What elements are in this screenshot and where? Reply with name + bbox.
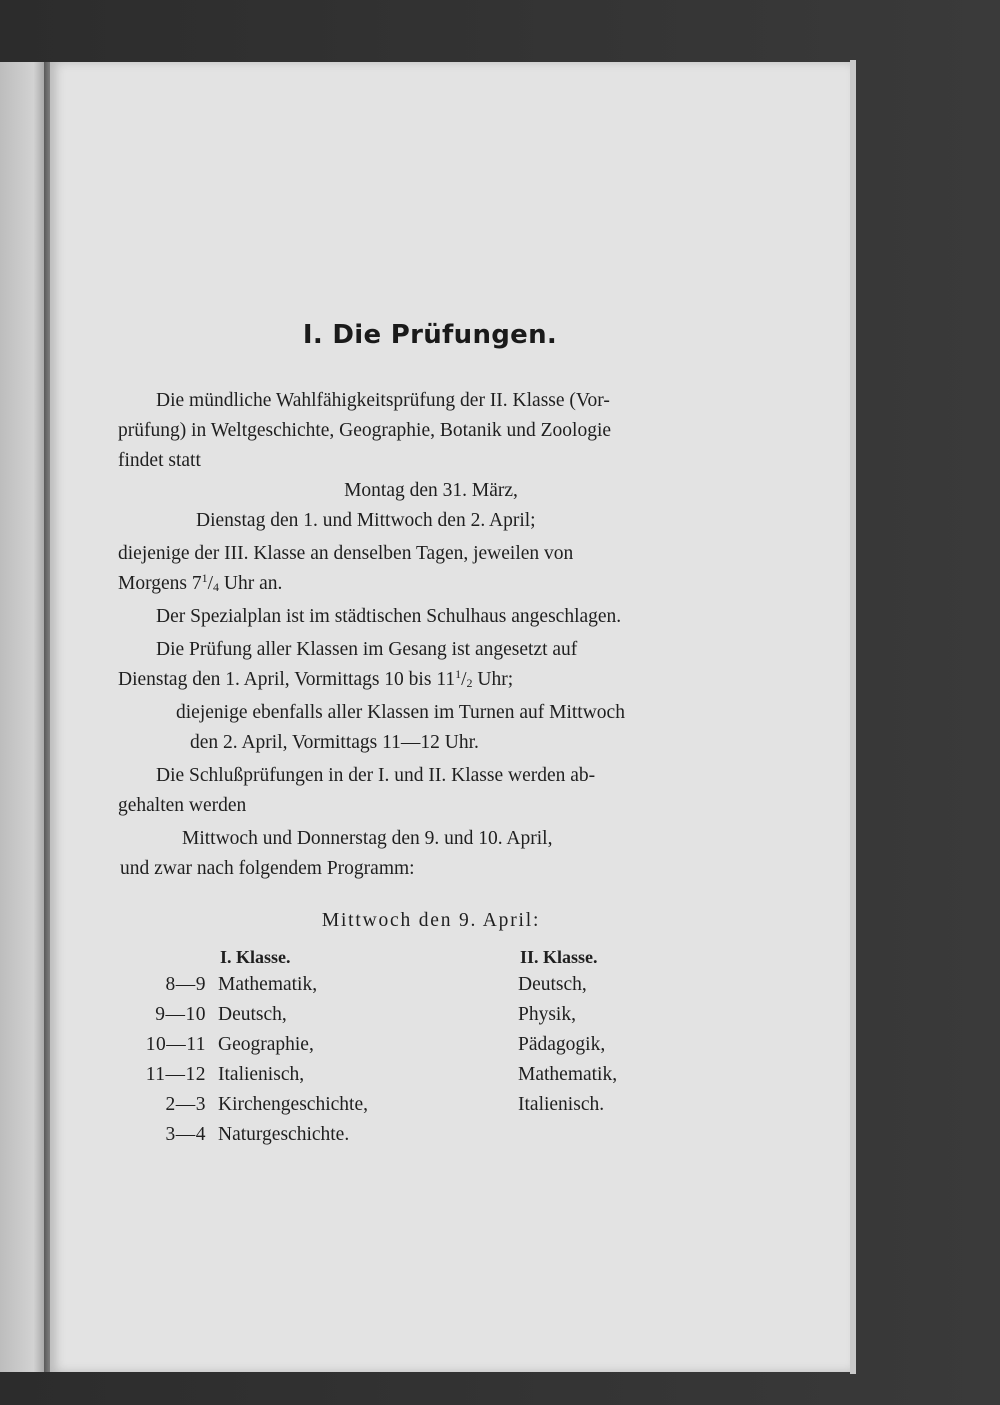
page-content [118,320,720,1145]
time-slot: 9—10 [155,1004,206,1025]
schedule-title: Mittwoch den 9. April: [321,910,541,931]
time-slot: 10—11 [145,1034,206,1055]
time-slot: 8—9 [165,974,206,995]
time-slot: 11—12 [145,1064,206,1085]
exam-schedule-table [118,942,720,1145]
fraction-slash: / [461,669,467,690]
text-fragment: Morgens 7 [118,573,202,594]
text-fragment: Uhr an. [219,573,283,594]
text-line: Die Prüfung aller Klassen im Gesang ist angesetzt auf [156,639,578,660]
subject-class-1: Mathematik, [218,974,318,995]
fraction-numerator: 1 [455,667,462,681]
time-slot: 3—4 [165,1124,206,1145]
fraction-numerator: 1 [201,571,208,585]
paragraph-wahlfaehigkeit [118,386,720,599]
subject-class-1: Deutsch, [218,1004,287,1025]
subject-class-1: Italienisch, [218,1064,305,1085]
time-slot: 2—3 [165,1094,206,1115]
table-row [118,1120,720,1150]
fraction-denominator: 2 [466,676,473,690]
page-title: I. Die Prüfungen. [302,320,558,350]
subject-class-2: Physik, [518,1004,576,1025]
text-line: und zwar nach folgendem Programm: [120,858,415,879]
fraction-slash: / [207,573,214,594]
text-line: findet statt [118,450,201,471]
paragraph-spezialplan: Der Spezialplan ist im städtischen Schulhaus angeschlagen. [156,606,622,627]
text-fragment: Dienstag den 1. April, Vormittags 10 bis 11 [118,669,456,690]
subject-class-2: Mathematik, [518,1064,618,1085]
paragraph-gesang-turnen [118,635,720,758]
subject-class-2: Deutsch, [518,974,587,995]
page-edge [850,60,856,1374]
table-row [118,1000,720,1030]
text-line: prüfung) in Weltgeschichte, Geographie, Botanik und Zoologie [118,420,612,441]
table-row [118,970,720,1000]
date-line: Mittwoch und Donnerstag den 9. und 10. April, [182,828,553,849]
subject-class-2: Pädagogik, [518,1034,606,1055]
column-header-class-2: II. Klasse. [520,947,598,967]
previous-page-edge [0,62,48,1372]
text-line: Die Schlußprüfungen in der I. und II. Klasse werden ab- [156,765,596,786]
text-line: diejenige der III. Klasse an denselben Tagen, jeweilen von [118,543,574,564]
paragraph-schlusspruefungen [118,761,720,884]
fraction-denominator: 4 [213,580,220,594]
table-row [118,1030,720,1060]
text-line [118,569,720,599]
text-fragment: Uhr; [472,669,514,690]
subject-class-1: Geographie, [218,1034,314,1055]
date-line: Dienstag den 1. und Mittwoch den 2. April; [196,510,536,531]
table-row [118,1090,720,1120]
subject-class-1: Kirchengeschichte, [218,1094,368,1115]
text-line: gehalten werden [118,795,247,816]
table-row [118,1060,720,1090]
text-line: den 2. April, Vormittags 11—12 Uhr. [190,732,479,753]
text-line: Die mündliche Wahlfähigkeitsprüfung der II. Klasse (Vor- [156,390,610,411]
subject-class-1: Naturgeschichte. [218,1124,350,1145]
subject-class-2: Italienisch. [518,1094,605,1115]
date-line: Montag den 31. März, [344,480,518,501]
text-line: diejenige ebenfalls aller Klassen im Turnen auf Mittwoch [176,702,625,723]
column-header-class-1: I. Klasse. [220,947,291,967]
text-line [118,665,720,695]
